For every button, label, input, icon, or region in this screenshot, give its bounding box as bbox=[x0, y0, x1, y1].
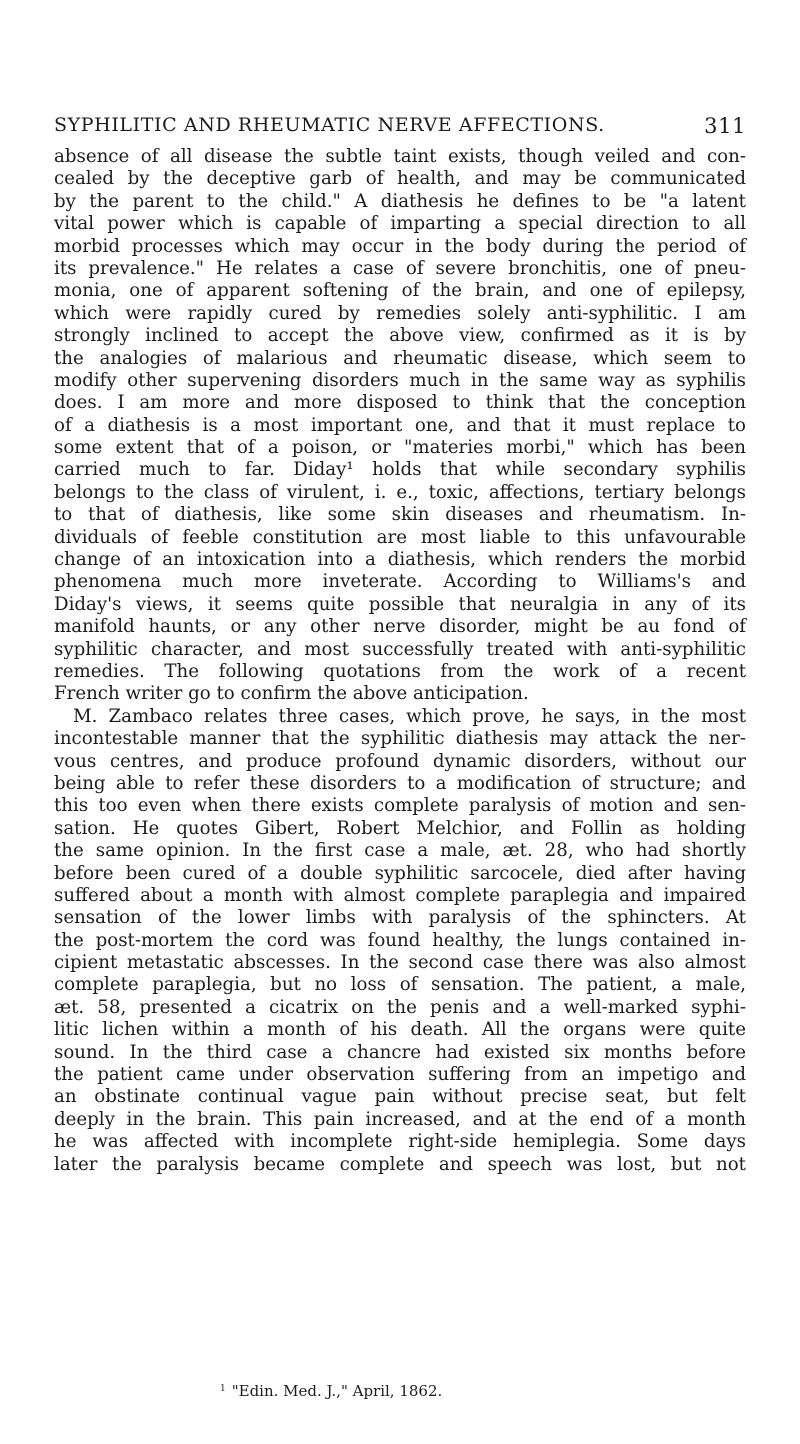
text-line: vital power which is capable of imparting a special direction to all bbox=[54, 213, 746, 235]
text-line: its prevalence." He relates a case of severe bronchitis, one of pneu- bbox=[54, 257, 746, 279]
text-line: syphilitic character, and most successfully treated with anti-syphilitic bbox=[54, 638, 746, 660]
text-line: dividuals of feeble constitution are most liable to this unfavourable bbox=[54, 526, 746, 548]
text-line: sation. He quotes Gibert, Robert Melchior, and Follin as holding bbox=[54, 817, 746, 839]
text-line: this too even when there exists complete paralysis of motion and sen- bbox=[54, 795, 746, 817]
text-line: Diday's views, it seems quite possible that neuralgia in any of its bbox=[54, 593, 746, 615]
text-line: the analogies of malarious and rheumatic disease, which seem to bbox=[54, 347, 746, 369]
footnote-text: "Edin. Med. J.," April, 1862. bbox=[231, 1382, 443, 1400]
paragraph-end-line: French writer go to confirm the above anticipation. bbox=[54, 683, 529, 705]
page-number: 311 bbox=[704, 114, 746, 138]
text-line: manifold haunts, or any other nerve disorder, might be au fond of bbox=[54, 616, 746, 638]
text-line: monia, one of apparent softening of the brain, and one of epilepsy, bbox=[54, 280, 746, 302]
running-title: SYPHILITIC AND RHEUMATIC NERVE AFFECTIONS. bbox=[54, 114, 605, 136]
text-line: cealed by the deceptive garb of health, and may be communicated bbox=[54, 168, 746, 190]
text-line: incontestable manner that the syphilitic diathesis may attack the ner- bbox=[54, 728, 746, 750]
text-line: complete paraplegia, but no loss of sensation. The patient, a male, bbox=[54, 974, 746, 996]
text-line: remedies. The following quotations from the work of a recent bbox=[54, 660, 746, 682]
text-line: the patient came under observation suffering from an impetigo and bbox=[54, 1064, 746, 1086]
footnote-marker: 1 bbox=[220, 1384, 226, 1394]
text-line: change of an intoxication into a diathesis, which renders the morbid bbox=[54, 549, 746, 571]
text-line: some extent that of a poison, or "materies morbi," which has been bbox=[54, 437, 746, 459]
text-line: carried much to far. Diday¹ holds that while secondary syphilis bbox=[54, 459, 746, 481]
text-line: litic lichen within a month of his death. All the organs were quite bbox=[54, 1019, 746, 1041]
body-text bbox=[54, 146, 746, 1176]
text-line: later the paralysis became complete and speech was lost, but not bbox=[54, 1153, 746, 1175]
footnote bbox=[220, 1382, 442, 1400]
running-head bbox=[54, 114, 746, 140]
text-line: of a diathesis is a most important one, and that it must replace to bbox=[54, 414, 746, 436]
text-line: sensation of the lower limbs with paralysis of the sphincters. At bbox=[54, 907, 746, 929]
text-line: modify other supervening disorders much in the same way as syphilis bbox=[54, 369, 746, 391]
text-line: suffered about a month with almost complete paraplegia and impaired bbox=[54, 884, 746, 906]
text-line: æt. 58, presented a cicatrix on the penis and a well-marked syphi- bbox=[54, 996, 746, 1018]
text-line: cipient metastatic abscesses. In the second case there was also almost bbox=[54, 952, 746, 974]
text-line: absence of all disease the subtle taint exists, though veiled and con- bbox=[54, 146, 746, 167]
text-line: does. I am more and more disposed to think that the conception bbox=[54, 392, 746, 414]
text-line: the same opinion. In the first case a male, æt. 28, who had shortly bbox=[54, 840, 746, 862]
text-line: belongs to the class of virulent, i. e., toxic, affections, tertiary belongs bbox=[54, 481, 746, 503]
text-line: deeply in the brain. This pain increased, and at the end of a month bbox=[54, 1108, 746, 1130]
text-line: he was affected with incomplete right-side hemiplegia. Some days bbox=[54, 1131, 746, 1153]
text-line: which were rapidly cured by remedies solely anti-syphilitic. I am bbox=[54, 302, 746, 324]
text-line: morbid processes which may occur in the body during the period of bbox=[54, 235, 746, 257]
text-line: sound. In the third case a chancre had existed six months before bbox=[54, 1041, 746, 1063]
text-line: before been cured of a double syphilitic sarcocele, died after having bbox=[54, 862, 746, 884]
text-line: the post-mortem the cord was found healthy, the lungs contained in- bbox=[54, 929, 746, 951]
text-line: an obstinate continual vague pain without precise seat, but felt bbox=[54, 1086, 746, 1108]
text-line: being able to refer these disorders to a modification of structure; and bbox=[54, 772, 746, 794]
text-line: vous centres, and produce profound dynamic disorders, without our bbox=[54, 750, 746, 772]
text-line: phenomena much more inveterate. According to Williams's and bbox=[54, 571, 746, 593]
paragraph-start-line: M. Zambaco relates three cases, which prove, he says, in the most bbox=[73, 705, 746, 727]
text-line: strongly inclined to accept the above view, confirmed as it is by bbox=[54, 325, 746, 347]
text-line: to that of diathesis, like some skin diseases and rheumatism. In- bbox=[54, 504, 746, 526]
text-line: by the parent to the child." A diathesis he defines to be "a latent bbox=[54, 190, 746, 212]
